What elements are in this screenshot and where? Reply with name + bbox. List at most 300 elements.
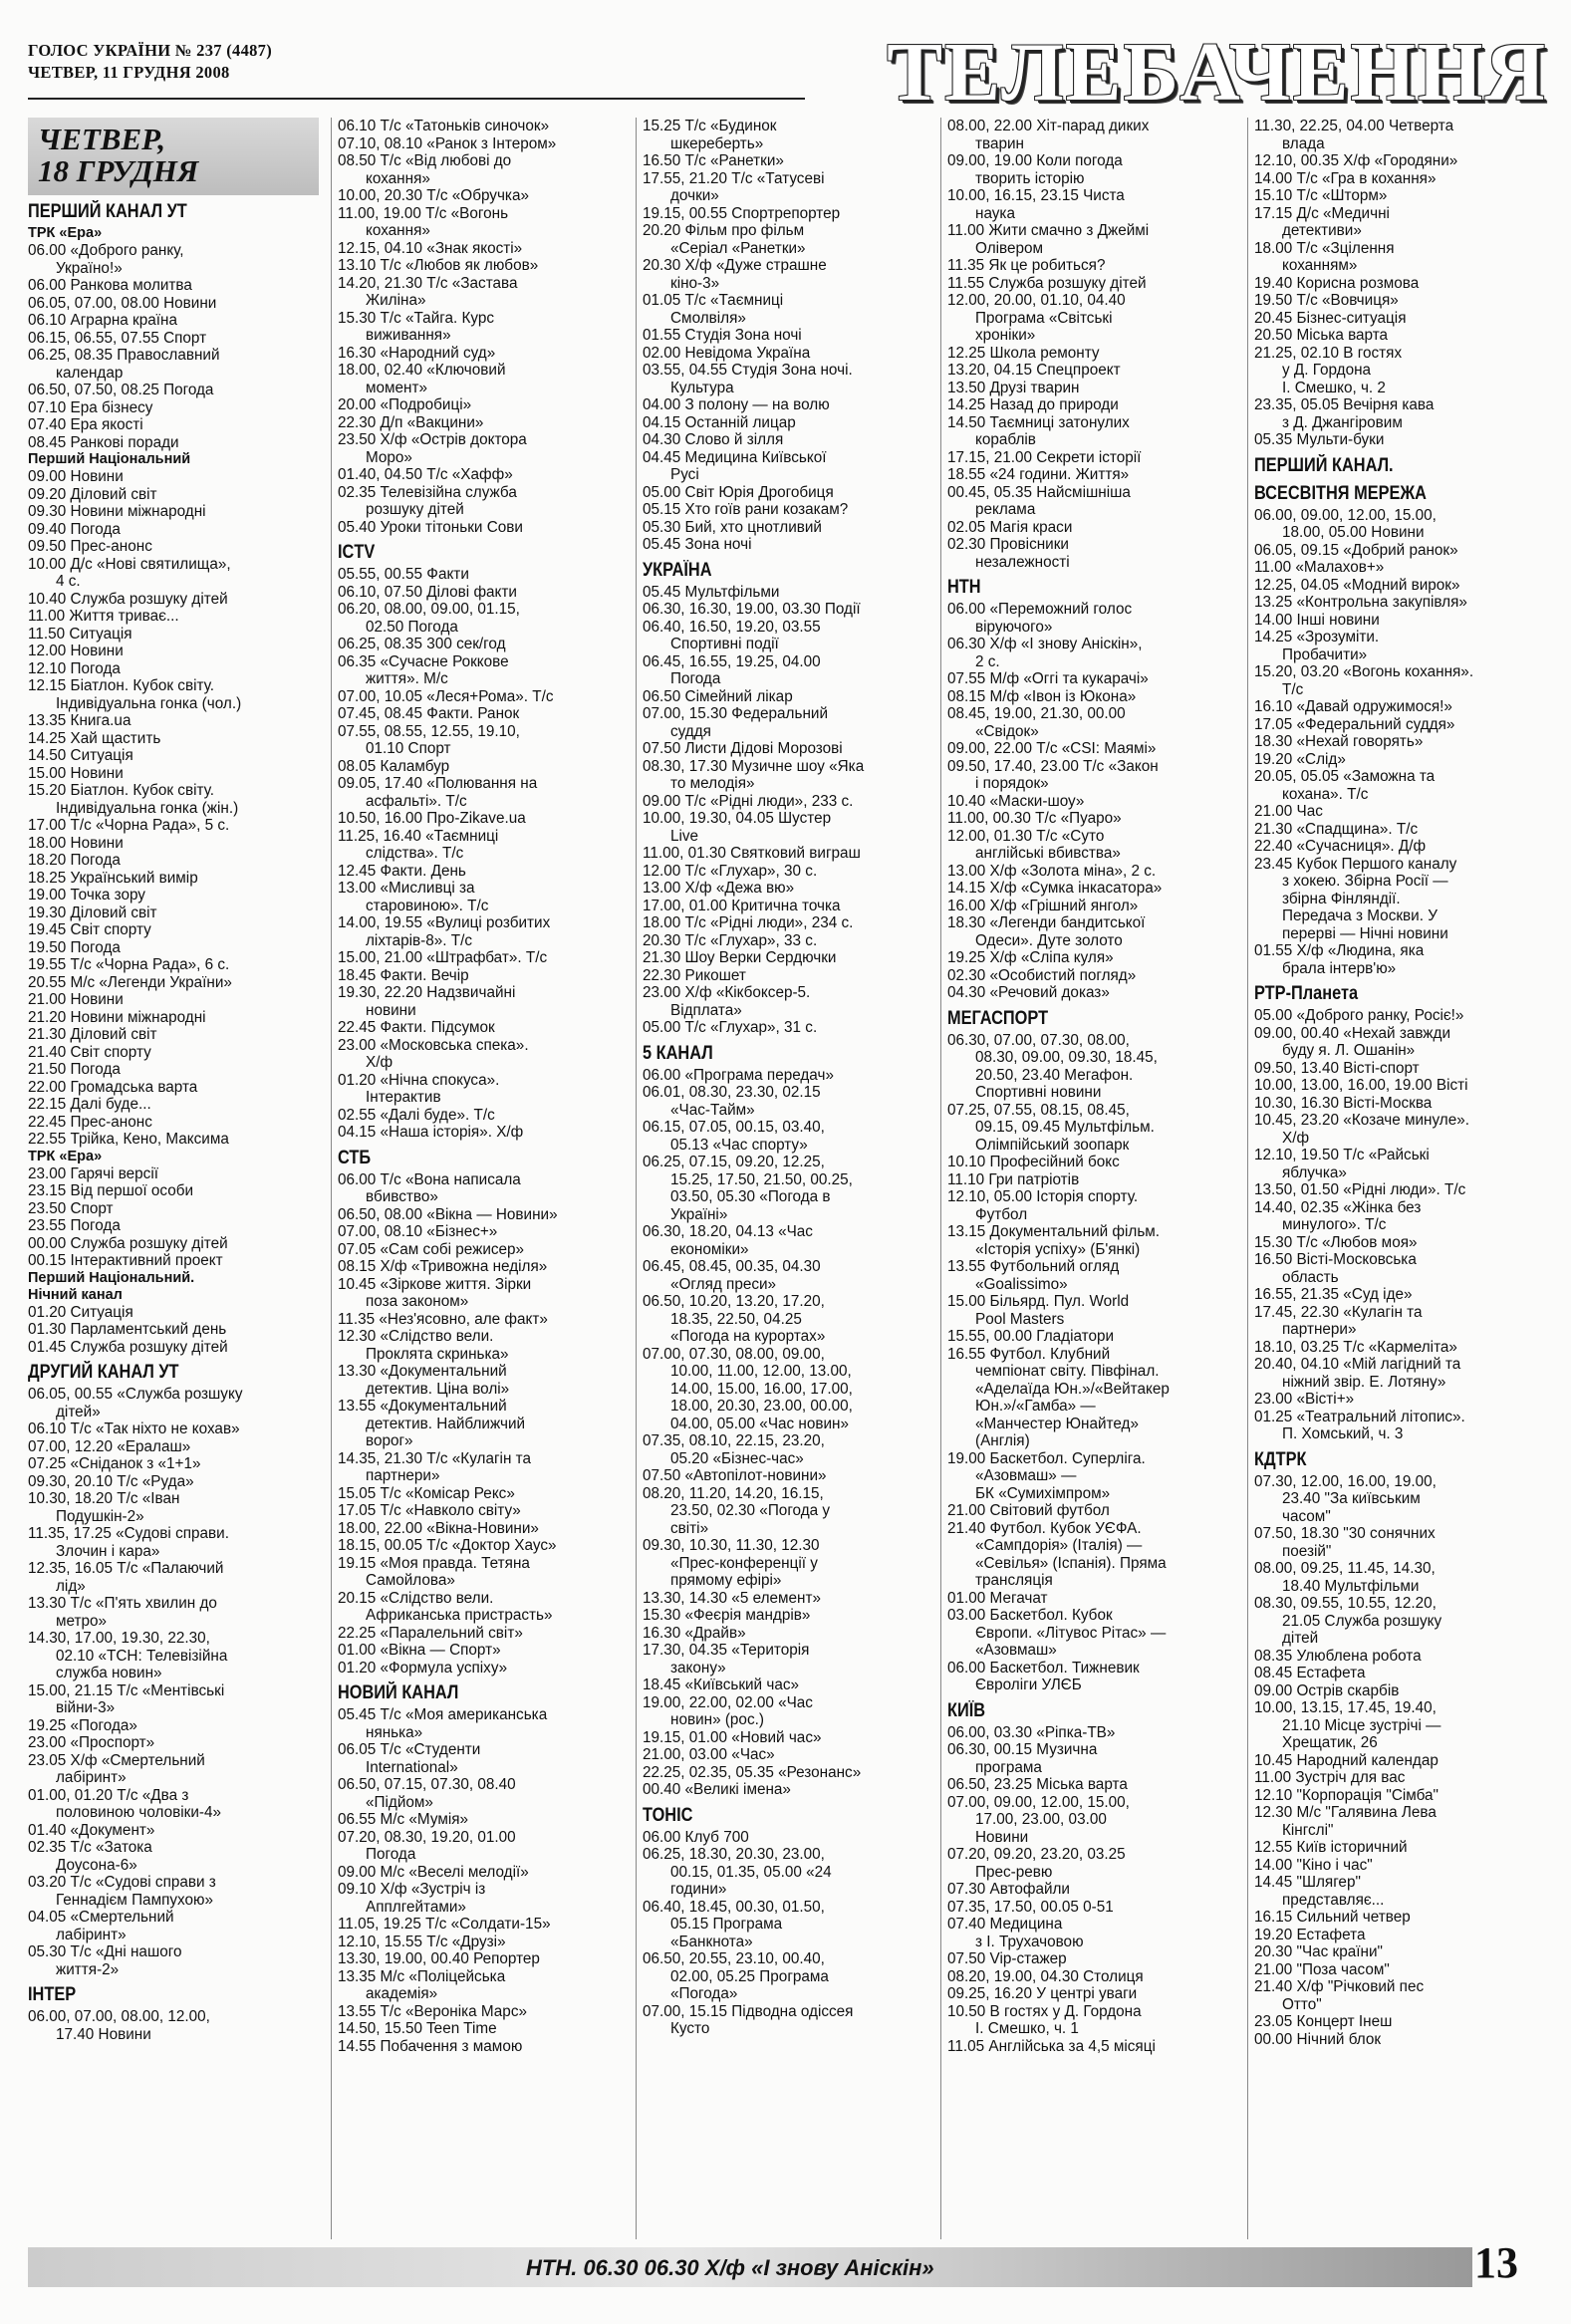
- program-line: 13.30 «Документальний: [338, 1363, 507, 1380]
- program-line: 18.45 «Київський час»: [643, 1677, 799, 1693]
- program-line: 16.50 Т/с «Ранетки»: [643, 152, 784, 169]
- program-line: 23.45 Кубок Першого каналу: [1254, 855, 1457, 873]
- program-line: 02.35 Т/с «Затока: [28, 1839, 152, 1856]
- program-line: 14.50, 15.50 Teen Time: [338, 2020, 497, 2037]
- program-line: 07.00, 10.05 «Леся+Рома». Т/с: [338, 687, 554, 705]
- program-line: 23.00 «Вісті+»: [1254, 1391, 1355, 1408]
- program-line: 01.00 Мегачат: [947, 1589, 1048, 1607]
- program-line: Погода: [366, 1846, 416, 1863]
- program-line: 02.00 Невідома Україна: [643, 344, 811, 362]
- program-line: 15.00, 21.15 Т/с «Ментівські: [28, 1681, 225, 1699]
- program-line: 00.15, 01.35, 05.00 «24: [670, 1863, 832, 1881]
- program-line: детективи»: [1282, 222, 1362, 239]
- program-line: 11.05, 19.25 Т/с «Солдати-15»: [338, 1916, 551, 1933]
- program-line: 18.10, 03.25 Т/с «Кармеліта»: [1254, 1338, 1457, 1356]
- program-line: 07.00, 07.30, 08.00, 09.00,: [643, 1345, 825, 1363]
- program-line: Інтерактив: [366, 1089, 441, 1106]
- program-line: з хокею. Збірна Росії —: [1282, 873, 1448, 890]
- program-line: шкереберть»: [670, 134, 764, 152]
- program-line: 10.00, 20.30 Т/с «Обручка»: [338, 187, 529, 204]
- program-line: 18.20 Погода: [28, 852, 121, 869]
- program-line: 17.05 Т/с «Навколо світу»: [338, 1502, 521, 1519]
- program-line: 07.55 М/ф «Оггі та кукарачі»: [947, 670, 1149, 687]
- program-line: 18.35, 22.50, 04.25: [670, 1310, 802, 1328]
- section-title: ТЕЛЕБАЧЕННЯ: [887, 26, 1547, 119]
- program-line: 10.00, 11.00, 12.00, 13.00,: [670, 1363, 852, 1380]
- program-line: 12.30 М/с "Галявина Лева: [1254, 1804, 1437, 1821]
- program-line: Одеси». Дуте золото: [975, 931, 1123, 949]
- program-line: Програма «Світські: [975, 309, 1113, 327]
- channel-heading: ІНТЕР: [28, 1984, 77, 2005]
- channel-subheading: ТРК «Ера»: [28, 1148, 103, 1164]
- program-line: Україно!»: [56, 259, 123, 277]
- program-line: творить історію: [975, 169, 1085, 187]
- program-line: чемпіонат світу. Півфінал.: [975, 1363, 1160, 1380]
- program-line: життя». М/с: [366, 670, 448, 687]
- program-line: 17.40 Новини: [56, 2025, 151, 2043]
- program-line: детектив. Ціна волі»: [366, 1380, 510, 1398]
- program-line: 18.55 «24 години. Життя»: [947, 466, 1130, 483]
- program-line: 23.50 Спорт: [28, 1199, 114, 1217]
- program-line: Апплгейтами»: [366, 1898, 466, 1916]
- program-line: 06.00 «Доброго ранку,: [28, 242, 184, 259]
- program-line: 15.25 Т/с «Будинок: [643, 118, 777, 134]
- program-line: 05.00 Світ Юрія Дрогобиця: [643, 483, 834, 501]
- program-line: 15.25, 17.50, 21.50, 00.25,: [670, 1170, 853, 1188]
- program-line: 12.00, 20.00, 01.10, 04.40: [947, 292, 1126, 309]
- program-line: 01.10 Спорт: [366, 740, 451, 757]
- program-line: лід»: [56, 1577, 86, 1595]
- program-line: 19.50 Погода: [28, 938, 121, 956]
- program-line: Індивідуальна гонка (чол.): [56, 694, 242, 712]
- program-line: 13.15 Документальний фільм.: [947, 1223, 1161, 1240]
- program-line: 19.50 Т/с «Вовчиця»: [1254, 292, 1399, 309]
- program-line: 12.25 Школа ремонту: [947, 344, 1100, 362]
- program-line: 11.35 Як це робиться?: [947, 257, 1106, 274]
- program-line: 06.10 Аграрна країна: [28, 312, 177, 329]
- program-line: 04.15 «Наша історія». Х/ф: [338, 1124, 524, 1141]
- program-line: 09.50, 17.40, 23.00 Т/с «Закон: [947, 757, 1159, 775]
- program-line: яблучка»: [1282, 1163, 1347, 1181]
- program-line: тварин: [975, 134, 1024, 152]
- program-line: 01.25 «Театральний літопис».: [1254, 1408, 1465, 1425]
- program-line: прямому ефірі»: [670, 1572, 782, 1589]
- program-line: 10.50, 16.00 Про-Zikave.ua: [338, 810, 526, 827]
- program-line: 12.00 Т/с «Глухар», 30 с.: [643, 862, 818, 880]
- listing-columns: [28, 118, 1547, 2239]
- program-line: 13.20, 04.15 Спецпроект: [947, 362, 1121, 379]
- program-line: 09.05, 17.40 «Полювання на: [338, 775, 538, 792]
- program-line: 09.20 Діловий світ: [28, 485, 157, 503]
- channel-heading: НОВИЙ КАНАЛ: [338, 1682, 459, 1703]
- program-line: половиною чоловіки-4»: [56, 1804, 222, 1821]
- program-line: П. Хомський, ч. 3: [1282, 1425, 1404, 1442]
- program-line: 23.00 «Проспорт»: [28, 1734, 155, 1751]
- program-line: Кінгслі": [1282, 1821, 1334, 1839]
- program-line: 21.00 Новини: [28, 991, 124, 1008]
- program-line: 06.00, 09.00, 12.00, 15.00,: [1254, 506, 1437, 524]
- program-line: 13.10 Т/с «Любов як любов»: [338, 257, 539, 274]
- program-line: 4 с.: [56, 573, 81, 590]
- program-line: 13.00 «Мисливці за: [338, 880, 475, 897]
- program-line: 21.40 Світ спорту: [28, 1043, 151, 1061]
- program-line: 07.50 Листи Дідові Морозові: [643, 740, 843, 757]
- program-line: Юн.»/«Гамба» —: [975, 1398, 1096, 1415]
- masthead-info: [28, 40, 272, 84]
- program-line: 18.40 Мультфільми: [1282, 1577, 1420, 1595]
- program-line: і порядок»: [975, 775, 1049, 792]
- program-line: 12.10, 00.35 Х/ф «Городяни»: [1254, 152, 1458, 169]
- program-line: 10.00 Д/с «Нові святилища»,: [28, 555, 231, 573]
- program-line: 09.25, 16.20 У центрі уваги: [947, 1985, 1138, 2002]
- program-line: 12.10 "Корпорація "Сімба": [1254, 1786, 1439, 1804]
- program-line: 10.50 В гостях у Д. Гордона: [947, 2002, 1142, 2020]
- program-line: 00.15 Інтерактивний проект: [28, 1252, 223, 1269]
- program-line: 01.20 «Нічна спокуса».: [338, 1071, 500, 1089]
- program-line: 23.05 Х/ф «Смертельний: [28, 1751, 205, 1769]
- program-line: Прес-ревю: [975, 1863, 1053, 1881]
- program-line: 06.00, 07.00, 08.00, 12.00,: [28, 2008, 210, 2025]
- program-line: поезій": [1282, 1542, 1332, 1560]
- program-line: 11.00 Жити смачно з Джеймі: [947, 222, 1150, 239]
- program-line: 22.40 «Сучасниця». Д/ф: [1254, 838, 1427, 855]
- program-line: 06.00 «Програма передач»: [643, 1066, 834, 1084]
- program-line: 08.50 Т/с «Від любові до: [338, 152, 512, 169]
- program-line: Олімпійський зоопарк: [975, 1136, 1130, 1154]
- program-line: розшуку дітей: [366, 501, 464, 518]
- program-line: 16.30 «Драйв»: [643, 1624, 746, 1642]
- program-line: 08.20, 19.00, 04.30 Столиця: [947, 1967, 1144, 1985]
- program-line: 06.35 «Сучасне Роккове: [338, 652, 509, 670]
- program-line: 05.00 Т/с «Глухар», 31 с.: [643, 1019, 818, 1036]
- program-line: 20.30 "Час країни": [1254, 1943, 1383, 1960]
- program-line: 07.30, 12.00, 16.00, 19.00,: [1254, 1472, 1437, 1490]
- program-line: 20.45 Бізнес-ситуація: [1254, 309, 1407, 327]
- program-line: 08.00, 09.25, 11.45, 14.30,: [1254, 1560, 1436, 1577]
- program-line: 19.00 Точка зору: [28, 887, 145, 904]
- program-line: 23.40 "За київським: [1282, 1490, 1421, 1507]
- listing-column-2: [331, 118, 637, 2239]
- program-line: 12.45 Факти. День: [338, 862, 466, 880]
- program-line: 07.00, 12.20 «Ералаш»: [28, 1437, 191, 1455]
- program-line: нянька»: [366, 1723, 423, 1741]
- program-line: 19.30, 22.20 Надзвичайні: [338, 984, 516, 1001]
- program-line: 03.50, 05.30 «Погода в: [670, 1188, 831, 1205]
- channel-heading: РТР-Планета: [1254, 983, 1359, 1004]
- program-line: 01.00, 01.20 Т/с «Два з: [28, 1786, 189, 1804]
- program-line: дочки»: [670, 187, 719, 204]
- program-line: 04.00, 05.00 «Час новин»: [670, 1415, 849, 1432]
- program-line: 06.05, 00.55 «Служба розшуку: [28, 1386, 243, 1403]
- program-line: 02.50 Погода: [366, 618, 458, 636]
- program-line: економіки»: [670, 1240, 749, 1258]
- program-line: 08.05 Каламбур: [338, 757, 450, 775]
- program-line: 17.15 Д/с «Медичні: [1254, 204, 1390, 222]
- program-line: 12.10, 05.00 Історія спорту.: [947, 1188, 1139, 1205]
- program-line: ніжний звір. Е. Лотяну»: [1282, 1373, 1446, 1391]
- program-line: 10.45 Народний календар: [1254, 1751, 1439, 1769]
- program-line: 09.00, 22.00 Т/с «CSI: Маямі»: [947, 740, 1157, 757]
- program-line: 21.20 Новини міжнародні: [28, 1008, 206, 1026]
- program-line: 16.00 Х/ф «Грішний янгол»: [947, 897, 1139, 914]
- program-line: 07.20, 09.20, 23.20, 03.25: [947, 1846, 1126, 1863]
- program-line: служба новин»: [56, 1665, 162, 1681]
- program-line: 16.50 Вісті-Московська: [1254, 1251, 1417, 1268]
- listing-column-4: [940, 118, 1248, 2239]
- channel-heading: СТБ: [338, 1147, 372, 1168]
- program-line: 06.25, 08.35 300 сек/год: [338, 636, 506, 652]
- program-line: 02.35 Телевізійна служба: [338, 483, 517, 501]
- program-line: 22.25, 02.35, 05.35 «Резонанс»: [643, 1763, 862, 1781]
- program-line: «Історія успіху» (Б'янкі): [975, 1240, 1141, 1258]
- program-line: Х/ф: [1282, 1129, 1310, 1147]
- program-line: 01.20 «Формула успіху»: [338, 1659, 508, 1677]
- program-line: 07.10, 08.10 «Ранок з Інтером»: [338, 134, 557, 152]
- program-line: 17.00, 23.00, 03.00: [975, 1811, 1107, 1828]
- program-line: 22.25 «Паралельний світ»: [338, 1624, 523, 1642]
- program-line: програма: [975, 1758, 1042, 1776]
- program-line: 09.30, 20.10 Т/с «Руда»: [28, 1472, 194, 1490]
- program-line: світі»: [670, 1519, 709, 1537]
- program-line: 01.40, 04.50 Т/с «Хафф»: [338, 466, 513, 483]
- program-line: Русі: [670, 466, 699, 483]
- program-line: 17.00 Т/с «Чорна Рада», 5 с.: [28, 817, 230, 834]
- program-line: 08.00, 22.00 Хіт-парад диких: [947, 118, 1150, 134]
- program-line: лабіринт»: [56, 1926, 127, 1943]
- program-line: 09.30 Новини міжнародні: [28, 503, 206, 520]
- program-line: 17.45, 22.30 «Кулагін та: [1254, 1303, 1423, 1321]
- program-line: 06.05, 07.00, 08.00 Новини: [28, 294, 217, 312]
- program-line: 09.15, 09.45 Мультфільм.: [975, 1119, 1155, 1136]
- program-line: 12.55 Київ історичний: [1254, 1839, 1408, 1856]
- program-line: старовиною». Т/с: [366, 897, 489, 914]
- program-line: 17.15, 21.00 Секрети історії: [947, 448, 1142, 466]
- program-line: 23.50 Х/ф «Острів доктора: [338, 431, 527, 448]
- program-line: 14.00 Т/с «Гра в кохання»: [1254, 169, 1437, 187]
- program-line: 06.30, 07.00, 07.30, 08.00,: [947, 1031, 1130, 1049]
- program-line: 06.30, 00.15 Музична: [947, 1741, 1098, 1758]
- program-line: 14.00 Інші новини: [1254, 611, 1380, 629]
- program-line: 08.45, 19.00, 21.30, 00.00: [947, 705, 1126, 722]
- program-line: Геннадієм Пампухою»: [56, 1891, 213, 1909]
- program-line: 14.00 "Кіно і час": [1254, 1856, 1373, 1874]
- day-heading-weekday: ЧЕТВЕР,: [38, 122, 166, 156]
- paper-issue: ГОЛОС УКРАЇНИ № 237 (4487): [28, 41, 273, 60]
- program-line: 00.00 Нічний блок: [1254, 2030, 1382, 2048]
- program-line: хроніки»: [975, 327, 1036, 344]
- program-line: 10.00, 13.15, 17.45, 19.40,: [1254, 1699, 1437, 1716]
- program-line: 14.00, 15.00, 16.00, 17.00,: [670, 1380, 853, 1398]
- program-line: Отто": [1282, 1995, 1322, 2013]
- program-line: 06.55 М/с «Мумія»: [338, 1811, 469, 1828]
- program-line: 11.10 Гри патріотів: [947, 1170, 1080, 1188]
- program-line: «Goalissimo»: [975, 1275, 1068, 1293]
- program-line: 22.30 Рикошет: [643, 966, 746, 984]
- promo-bar: [28, 2247, 1472, 2287]
- program-line: метро»: [56, 1612, 108, 1630]
- program-line: 13.25 «Контрольна закупівля»: [1254, 594, 1467, 611]
- program-line: 14.25 «Зрозуміти.: [1254, 629, 1380, 646]
- program-line: 10.40 Служба розшуку дітей: [28, 590, 228, 608]
- program-line: 10.45, 23.20 «Козаче минуле».: [1254, 1112, 1469, 1129]
- program-line: 06.40, 16.50, 19.20, 03.55: [643, 618, 821, 636]
- program-line: 15.30 «Феєрія мандрів»: [643, 1607, 811, 1624]
- program-line: 23.55 Погода: [28, 1217, 121, 1234]
- program-line: незалежності: [975, 553, 1070, 571]
- program-line: 07.05 «Сам собі режисер»: [338, 1240, 525, 1258]
- program-line: БК «Сумихімпром»: [975, 1484, 1111, 1502]
- program-line: війни-3»: [56, 1699, 116, 1716]
- program-line: 08.20, 11.20, 14.20, 16.15,: [643, 1484, 824, 1502]
- program-line: 05.45 Зона ночі: [643, 536, 752, 553]
- program-line: «Азовмаш»: [975, 1642, 1057, 1659]
- program-line: Подушкін-2»: [56, 1507, 144, 1525]
- program-line: «Свідок»: [975, 722, 1039, 740]
- program-line: 19.40 Корисна розмова: [1254, 274, 1420, 292]
- program-line: 11.50 Ситуація: [28, 625, 132, 643]
- program-line: 15.10 Т/с «Шторм»: [1254, 187, 1388, 204]
- program-line: 01.55 Студія Зона ночі: [643, 327, 802, 344]
- program-line: 15.05 Т/с «Комісар Рекс»: [338, 1484, 515, 1502]
- program-line: 08.30, 17.30 Музичне шоу «Яка: [643, 757, 865, 775]
- program-line: 08.45 Ранкові поради: [28, 433, 179, 451]
- program-line: 04.30 «Речовий доказ»: [947, 984, 1110, 1001]
- listing-column-5: [1247, 118, 1548, 2239]
- program-line: 19.20 Естафета: [1254, 1926, 1366, 1943]
- program-line: 11.05 Англійська за 4,5 місяці: [947, 2037, 1156, 2055]
- channel-subheading: Перший Національний.: [28, 1269, 195, 1286]
- program-line: «Огляд преси»: [670, 1275, 777, 1293]
- program-line: 18.00, 02.40 «Ключовий: [338, 362, 506, 379]
- program-line: 04.30 Слово й зілля: [643, 431, 784, 448]
- program-line: 06.30, 16.30, 19.00, 03.30 Події: [643, 601, 861, 618]
- program-line: 19.25 Х/ф «Сліпа куля»: [947, 949, 1114, 966]
- program-line: 08.30, 09.55, 10.55, 12.20,: [1254, 1595, 1437, 1612]
- program-line: 10.45 «Зіркове життя. Зірки: [338, 1275, 532, 1293]
- program-line: 02.05 Магія краси: [947, 518, 1073, 536]
- listing-column-1: [28, 118, 325, 2239]
- program-line: Моро»: [366, 448, 412, 466]
- program-line: новин» (рос.): [670, 1711, 764, 1728]
- program-line: 07.20, 08.30, 19.20, 01.00: [338, 1828, 516, 1846]
- program-line: 06.25, 07.15, 09.20, 12.25,: [643, 1154, 825, 1170]
- channel-heading: 5 КАНАЛ: [643, 1042, 713, 1064]
- program-line: 2 с.: [975, 652, 1000, 670]
- program-line: Футбол: [975, 1205, 1028, 1223]
- program-line: 05.35 Мульти-буки: [1254, 431, 1385, 448]
- program-line: 07.25 «Сніданок з «1+1»: [28, 1455, 201, 1472]
- program-line: 12.10, 19.50 Т/с «Райські: [1254, 1147, 1430, 1163]
- program-line: 05.55, 00.55 Факти: [338, 566, 469, 583]
- program-line: 15.30 Т/с «Тайга. Курс: [338, 309, 495, 327]
- day-heading-date: 18 ГРУДНЯ: [38, 153, 199, 188]
- program-line: суддя: [670, 722, 711, 740]
- program-line: 17.55, 21.20 Т/с «Татусеві: [643, 169, 825, 187]
- program-line: 14.45 "Шлягер": [1254, 1874, 1361, 1891]
- program-line: 12.00, 01.30 Т/с «Суто: [947, 827, 1105, 845]
- program-line: 12.15 Біатлон. Кубок світу.: [28, 677, 215, 694]
- program-line: 02.30 «Особистий погляд»: [947, 966, 1137, 984]
- program-line: 13.30, 19.00, 00.40 Репортер: [338, 1950, 540, 1967]
- program-line: Смолвіля»: [670, 309, 746, 327]
- program-line: «Банкнота»: [670, 1933, 753, 1950]
- program-line: 11.00, 01.30 Святковий виграш: [643, 845, 861, 862]
- program-line: 06.05 Т/с «Студенти: [338, 1741, 481, 1758]
- program-line: 14.20, 21.30 Т/с «Застава: [338, 274, 518, 292]
- program-line: момент»: [366, 379, 428, 396]
- program-line: 09.00, 19.00 Коли погода: [947, 152, 1123, 169]
- program-line: 11.00 «Малахов+»: [1254, 559, 1385, 576]
- program-line: 06.00 Клуб 700: [643, 1828, 749, 1846]
- program-line: «Час-Тайм»: [670, 1101, 755, 1119]
- program-line: (Англія): [975, 1432, 1030, 1449]
- program-line: «Серіал «Ранетки»: [670, 239, 806, 257]
- program-line: 22.45 Факти. Підсумок: [338, 1019, 495, 1036]
- program-line: представляє...: [1282, 1891, 1385, 1909]
- program-line: 19.25 «Погода»: [28, 1716, 137, 1734]
- program-line: 18.00 Новини: [28, 834, 124, 852]
- program-line: 06.10 Т/с «Татоньків синочок»: [338, 118, 550, 134]
- masthead: [28, 26, 1547, 119]
- program-line: життя-2»: [56, 1960, 120, 1978]
- program-line: збірна Фінляндії.: [1282, 890, 1401, 907]
- program-line: 07.30 Автофайли: [947, 1881, 1070, 1898]
- program-line: 02.10 «ТСН: Телевізійна: [56, 1647, 228, 1665]
- program-line: 17.00, 01.00 Критична точка: [643, 897, 841, 914]
- program-line: 06.05, 09.15 «Добрий ранок»: [1254, 541, 1458, 559]
- program-line: часом": [1282, 1507, 1331, 1525]
- program-line: 19.45 Світ спорту: [28, 921, 151, 938]
- channel-heading: ВСЕСВІТНЯ МЕРЕЖА: [1254, 482, 1427, 504]
- program-line: вбивство»: [366, 1188, 438, 1205]
- program-line: 13.55 Футбольний огляд: [947, 1258, 1120, 1275]
- program-line: 06.00 Т/с «Вона написала: [338, 1170, 521, 1188]
- program-line: 11.25, 16.40 «Таємниці: [338, 827, 499, 845]
- program-line: 14.30, 17.00, 19.30, 22.30,: [28, 1630, 210, 1647]
- program-line: лабіринт»: [56, 1769, 127, 1786]
- channel-subheading: Нічний канал: [28, 1286, 123, 1303]
- program-line: Хрещатик, 26: [1282, 1734, 1378, 1751]
- program-line: 16.55 Футбол. Клубний: [947, 1345, 1111, 1363]
- program-line: 20.20 Фільм про фільм: [643, 222, 805, 239]
- program-line: 19.00 Баскетбол. Суперліга.: [947, 1449, 1146, 1467]
- program-line: Кусто: [670, 2020, 710, 2037]
- program-line: 19.15, 01.00 «Новий час»: [643, 1728, 822, 1746]
- program-line: 15.00 Новини: [28, 764, 124, 782]
- program-line: з Д. Джангіровим: [1282, 413, 1403, 431]
- program-line: 10.40 «Маски-шоу»: [947, 792, 1085, 810]
- program-line: 22.55 Трійка, Кено, Максима: [28, 1131, 229, 1148]
- program-line: Культура: [670, 379, 734, 396]
- program-line: 01.00 «Вікна — Спорт»: [338, 1642, 501, 1659]
- program-line: Україні»: [670, 1205, 728, 1223]
- program-line: 05.15 Програма: [670, 1916, 783, 1933]
- program-line: 05.13 «Час спорту»: [670, 1136, 808, 1154]
- program-line: 01.20 Ситуація: [28, 1303, 133, 1321]
- program-line: 23.35, 05.05 Вечірня кава: [1254, 396, 1435, 413]
- program-line: 05.30 Бий, хто цнотливий: [643, 518, 822, 536]
- program-line: 06.45, 16.55, 19.25, 04.00: [643, 652, 821, 670]
- program-line: «Аделаїда Юн.»/«Вейтакер: [975, 1380, 1170, 1398]
- program-line: 18.00 Т/с «Рідні люди», 234 с.: [643, 914, 854, 931]
- program-line: 07.10 Ера бізнесу: [28, 398, 153, 416]
- program-line: 21.40 Футбол. Кубок УЄФА.: [947, 1519, 1142, 1537]
- program-line: минулого». Т/с: [1282, 1216, 1387, 1233]
- paper-date: ЧЕТВЕР, 11 ГРУДНЯ 2008: [28, 63, 230, 82]
- program-line: 16.10 «Давай одружимося!»: [1254, 698, 1452, 715]
- program-line: кохана». Т/с: [1282, 785, 1369, 803]
- program-line: 05.30 Т/с «Дні нашого: [28, 1943, 182, 1960]
